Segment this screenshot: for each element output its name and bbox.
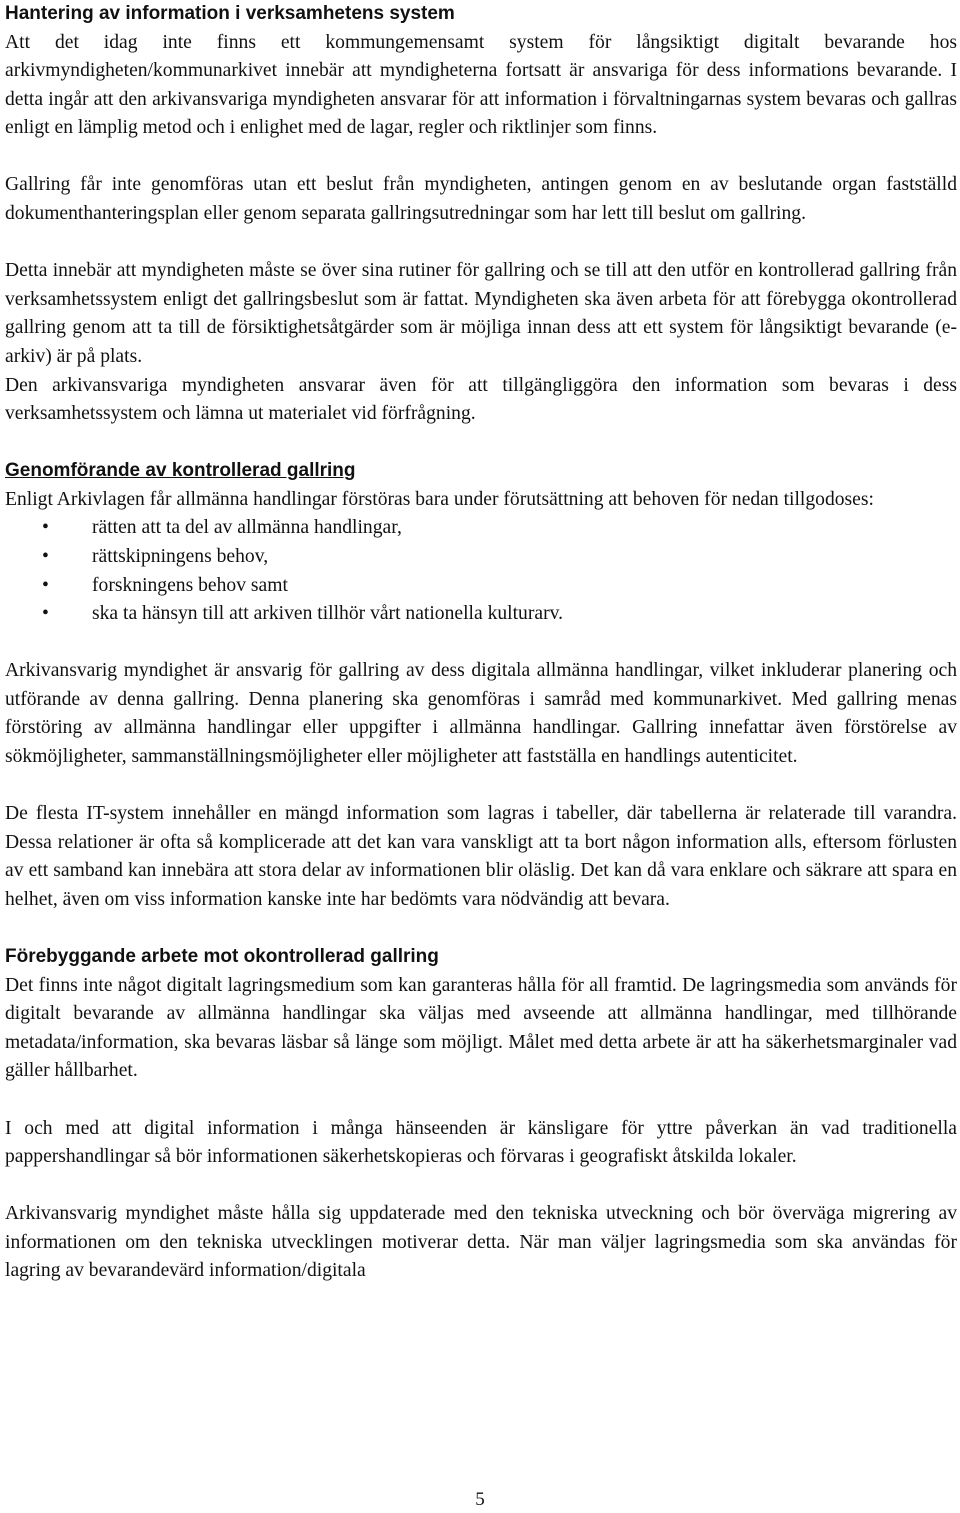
- paragraph-gap: [5, 629, 957, 658]
- paragraph-digital-gallring: Arkivansvarig myndighet är ansvarig för gallring av dess digitala allmänna handlingar, vilket inkluderar planering och utförande av denna gallring. Denna planering ska genomföras i samråd med kommunarkivet. Med gallring menas förstöring av allmänna handlingar eller uppgifter i allmänna handlingar. Gallring innefattar även förstörelse av sökmöjligheter, sammanställningsmöjligheter eller möjligheter att fastställa en handlings autenticitet.: [5, 660, 957, 768]
- paragraph-gallring-decision: Gallring får inte genomföras utan ett beslut från myndigheten, antingen genom en av beslutande organ fastställd dokumenthanteringsplan eller genom separata gallringsutredningar som har lett till beslut om gallring.: [5, 174, 957, 225]
- paragraph-migration: Arkivansvarig myndighet måste hålla sig uppdaterade med den tekniska utveckning och bör överväga migrering av informationen om den tekniska utvecklingen motiverar detta. När man väljer lagringsmedia som ska användas för lagring av bevarandevärd information/digitala: [5, 1203, 957, 1282]
- list-item-text: forskningens behov samt: [92, 574, 288, 596]
- section-heading-information-handling: Hantering av information i verksamhetens system: [5, 3, 455, 24]
- list-item-text: rättskipningens behov,: [92, 546, 269, 567]
- section-heading-controlled-gallring: Genomförande av kontrollerad gallring: [5, 460, 356, 482]
- bullet-icon: •: [42, 603, 49, 625]
- bullet-icon: •: [42, 574, 49, 596]
- paragraph-it-systems: De flesta IT-system innehåller en mängd information som lagras i tabeller, där tabellerna är relaterade till varandra. Dessa relationer är ofta så komplicerade att det kan vara vanskligt att ta bort någon information alls, eftersom förlusten av ett samband kan innebära att stora delar av informationen blir oläslig. Det kan då vara enklare och säkrare att spara en helhet, även om viss information kanske inte har bedömts vara nödvändig att bevara.: [5, 803, 957, 910]
- bullet-icon: •: [42, 546, 49, 567]
- list-item: [5, 514, 957, 543]
- list-item-text: ska ta hänsyn till att arkiven tillhör vårt nationella kulturarv.: [92, 603, 564, 625]
- paragraph-gap: [5, 229, 957, 258]
- paragraph-routines: Detta innebär att myndigheten måste se över sina rutiner för gallring och se till att den utför en kontrollerad gallring från verksamhetssystem enligt det gallringsbeslut som är fattat. Myndigheten ska även arbeta för att förebygga okontrollerad gallring genom att ta till de försiktighetsåtgärder som är möjliga innan dess att ett system för långsiktigt bevarande (e-arkiv) är på plats.: [5, 260, 957, 367]
- paragraph-gap: [5, 429, 957, 458]
- paragraph-gap: [5, 143, 957, 172]
- paragraph-archive-responsibility: Att det idag inte finns ett kommungemensamt system för långsiktigt digitalt bevarande hos arkivmyndigheten/kommunarkivet innebär att myndigheterna fortsatt är ansvariga för dess informations bevarande. I detta ingår att den arkivansvariga myndigheten ansvarar för att information i förvaltningarnas system bevaras och gallras enligt en lämplig metod och i enlighet med de lagar, regler och riktlinjer som finns.: [5, 31, 957, 139]
- bullet-icon: •: [42, 517, 49, 539]
- paragraph-arkivlagen: Enligt Arkivlagen får allmänna handlingar förstöras bara under förutsättning att behoven för nedan tillgodoses:: [5, 488, 874, 510]
- list-item: [5, 600, 957, 629]
- paragraph-gap: [5, 915, 957, 944]
- paragraph-storage-media: Det finns inte något digitalt lagringsmedium som kan garanteras hålla för all framtid. De lagringsmedia som används för digitalt bevarande av allmänna handlingar ska väljas med avseende att allmänna handlingar, med tillhörande metadata/information, ska bevaras läsbar så länge som möjligt. Målet med detta arbete är att ha säkerhetsmarginaler vad gäller hållbarhet.: [5, 974, 957, 1082]
- document-page: [5, 0, 957, 1286]
- list-item: [5, 543, 957, 572]
- section-heading-preventive-work: Förebyggande arbete mot okontrollerad gallring: [5, 946, 439, 968]
- paragraph-gap: [5, 772, 957, 801]
- paragraph-backup: I och med att digital information i många hänseenden är känsligare för yttre påverkan än vad traditionella pappershandlingar så bör informationen säkerhetskopieras och förvaras i geografiskt åtskilda lokaler.: [5, 1117, 957, 1168]
- list-item: [5, 572, 957, 601]
- page-number: 5: [475, 1489, 485, 1510]
- list-item-text: rätten att ta del av allmänna handlingar,: [92, 517, 402, 539]
- needs-list: [5, 514, 957, 628]
- paragraph-accessibility: Den arkivansvariga myndigheten ansvarar även för att tillgängliggöra den information som bevaras i dess verksamhetssystem och lämna ut materialet vid förfrågning.: [5, 374, 957, 425]
- paragraph-gap: [5, 1086, 957, 1115]
- paragraph-gap: [5, 1172, 957, 1201]
